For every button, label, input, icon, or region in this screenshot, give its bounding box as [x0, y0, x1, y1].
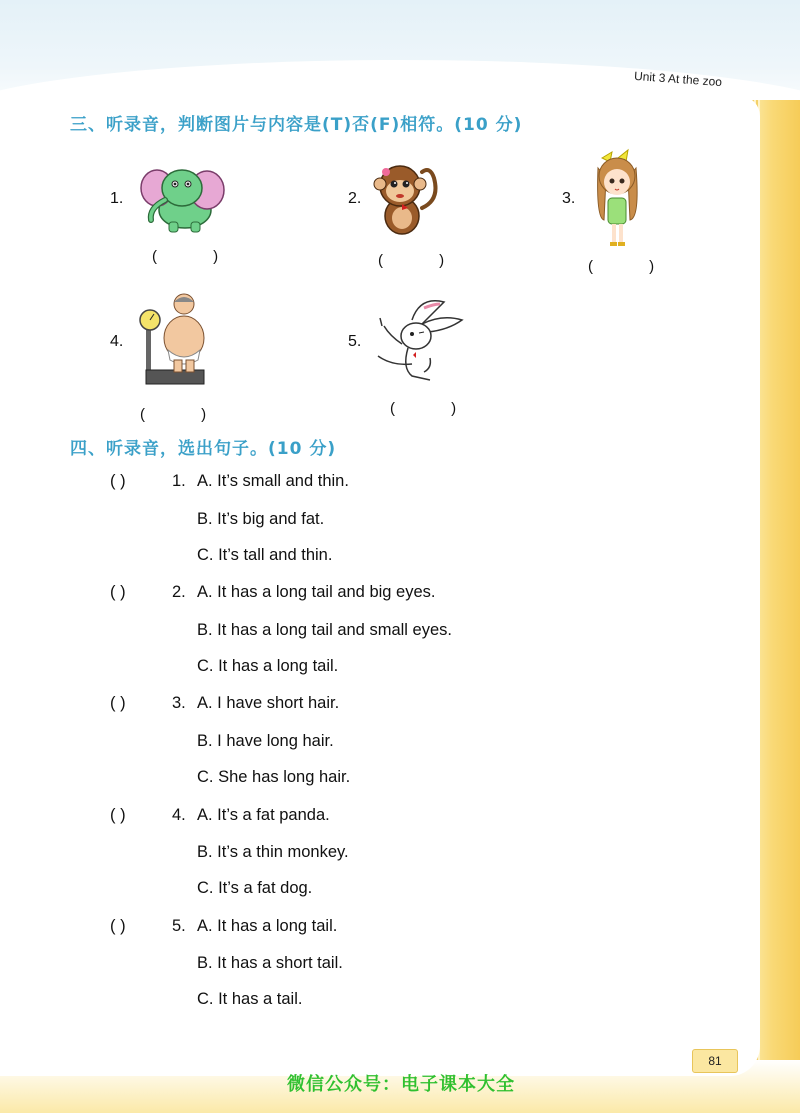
item-3-number: 3. [562, 190, 576, 207]
question-2-option-c[interactable]: C. It has a long tail. [197, 657, 339, 675]
item-4-answer[interactable]: ( ) [140, 406, 233, 423]
elephant-icon [135, 160, 230, 235]
question-4-option-c[interactable]: C. It’s a fat dog. [197, 879, 313, 897]
question-1-answer-blank[interactable]: ( ) [110, 472, 126, 490]
watermark-text: 微信公众号：电子课本大全 [287, 1074, 515, 1095]
question-1-option-c[interactable]: C. It’s tall and thin. [197, 546, 333, 564]
question-2-option-a[interactable]: A. It has a long tail and big eyes. [197, 583, 436, 601]
item-4-number: 4. [110, 333, 124, 350]
question-3-option-c[interactable]: C. She has long hair. [197, 768, 351, 786]
question-4-number: 4. [172, 806, 186, 824]
question-5-option-c[interactable]: C. It has a tail. [197, 990, 303, 1008]
question-5-option-b[interactable]: B. It has a short tail. [197, 954, 343, 972]
question-5-option-a[interactable]: A. It has a long tail. [197, 917, 338, 935]
question-1-option-b[interactable]: B. It’s big and fat. [197, 510, 325, 528]
section-4-title: 四、听录音，选出句子。(10 分) [70, 439, 337, 459]
question-3-number: 3. [172, 694, 186, 712]
rabbit-icon [372, 296, 466, 388]
monkey-icon [370, 160, 442, 240]
question-5-answer-blank[interactable]: ( ) [110, 917, 126, 935]
item-1-number: 1. [110, 190, 124, 207]
question-2-answer-blank[interactable]: ( ) [110, 583, 126, 601]
question-1 [110, 472, 198, 491]
question-5 [110, 917, 198, 936]
question-3-option-b[interactable]: B. I have long hair. [197, 732, 334, 750]
page-number: 81 [692, 1049, 738, 1073]
question-1-number: 1. [172, 472, 186, 490]
question-4 [110, 806, 198, 825]
question-5-number: 5. [172, 917, 186, 935]
question-3-answer-blank[interactable]: ( ) [110, 694, 126, 712]
item-5-answer[interactable]: ( ) [390, 400, 483, 417]
girl-icon [588, 148, 648, 254]
question-3 [110, 694, 198, 713]
fat-man-on-scale-icon [136, 292, 212, 388]
item-5-number: 5. [348, 333, 362, 350]
question-4-option-b[interactable]: B. It’s a thin monkey. [197, 843, 349, 861]
item-2-number: 2. [348, 190, 362, 207]
item-1-answer[interactable]: ( ) [152, 248, 245, 265]
question-2-number: 2. [172, 583, 186, 601]
question-2 [110, 583, 198, 602]
item-3-answer[interactable]: ( ) [588, 258, 681, 275]
question-2-option-b[interactable]: B. It has a long tail and small eyes. [197, 621, 452, 639]
question-4-option-a[interactable]: A. It’s a fat panda. [197, 806, 330, 824]
question-4-answer-blank[interactable]: ( ) [110, 806, 126, 824]
unit-header: Unit 3 At the zoo [633, 68, 723, 90]
section-3-title: 三、听录音，判断图片与内容是(T)否(F)相符。(10 分) [70, 115, 523, 135]
item-2-answer[interactable]: ( ) [378, 252, 471, 269]
question-1-option-a[interactable]: A. It’s small and thin. [197, 472, 349, 490]
question-3-option-a[interactable]: A. I have short hair. [197, 694, 340, 712]
